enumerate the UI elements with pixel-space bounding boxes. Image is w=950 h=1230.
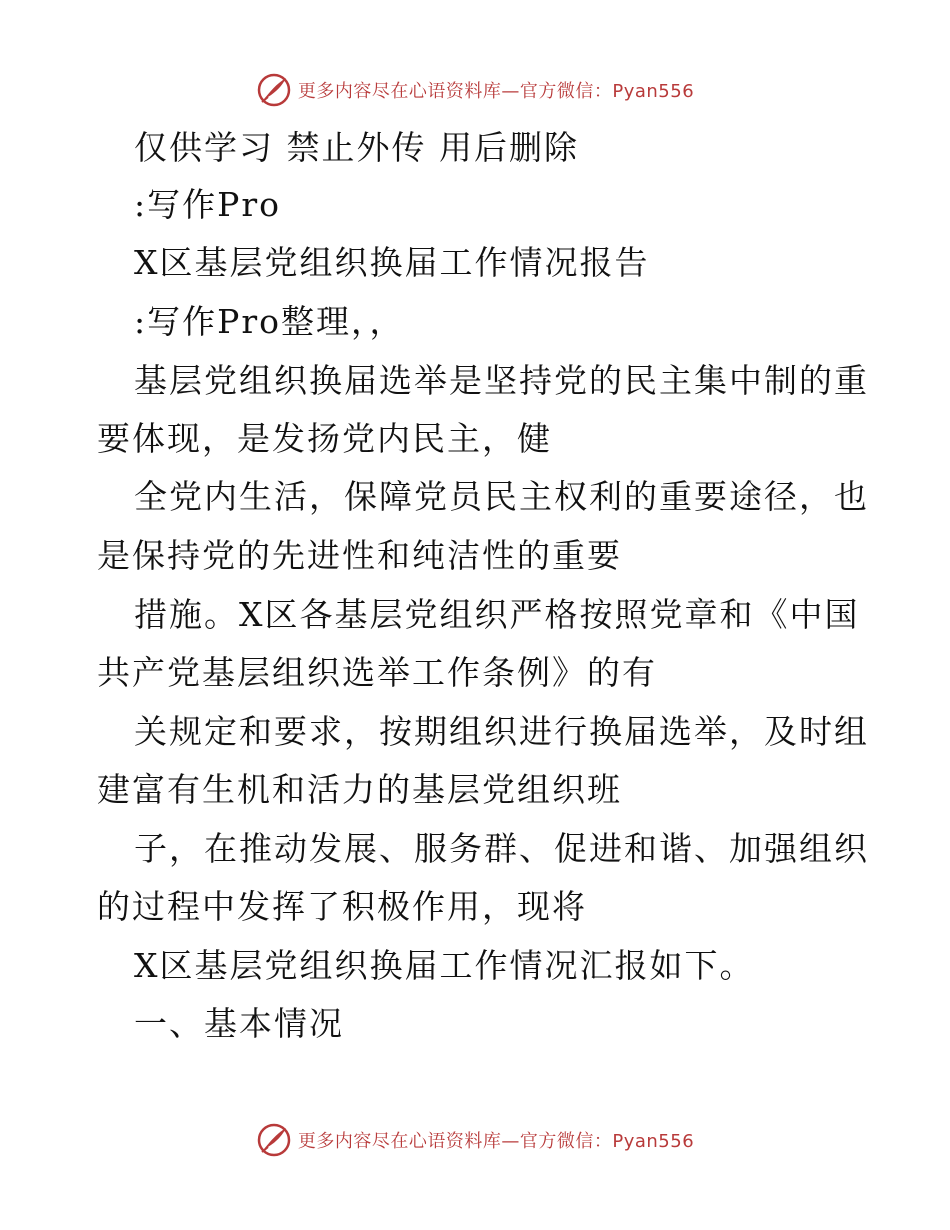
header-banner bbox=[0, 70, 950, 110]
source-line: :写作Pro bbox=[134, 185, 281, 224]
paragraph-line: 要体现，是发扬党内民主，健 bbox=[97, 419, 552, 458]
editor-line: :写作Pro整理，， bbox=[134, 302, 405, 341]
footer-banner bbox=[0, 1120, 950, 1160]
banner-text: 更多内容尽在心语资料库—官方微信：Pyan556 bbox=[297, 1131, 695, 1152]
paragraph-line: 子，在推动发展、服务群、促进和谐、加强组织 bbox=[134, 829, 869, 868]
paragraph-line: 全党内生活，保障党员民主权利的重要途径，也 bbox=[134, 477, 869, 516]
paragraph-line: X区基层党组织换届工作情况汇报如下。 bbox=[134, 946, 755, 985]
banner-text: 更多内容尽在心语资料库—官方微信：Pyan556 bbox=[297, 81, 695, 102]
paragraph-line: 关规定和要求，按期组织进行换届选举，及时组 bbox=[134, 712, 869, 751]
quill-pen-logo-icon bbox=[256, 72, 292, 108]
document-title: X区基层党组织换届工作情况报告 bbox=[134, 243, 650, 282]
paragraph-line: 共产党基层组织选举工作条例》的有 bbox=[97, 653, 657, 692]
paragraph-line: 是保持党的先进性和纯洁性的重要 bbox=[97, 536, 622, 575]
notice-line: 仅供学习 禁止外传 用后删除 bbox=[134, 128, 579, 167]
quill-pen-logo-icon bbox=[256, 1122, 292, 1158]
paragraph-line: 基层党组织换届选举是坚持党的民主集中制的重 bbox=[134, 361, 869, 400]
paragraph-line: 建富有生机和活力的基层党组织班 bbox=[97, 770, 622, 809]
paragraph-line: 措施。X区各基层党组织严格按照党章和《中国 bbox=[134, 595, 860, 634]
paragraph-line: 的过程中发挥了积极作用，现将 bbox=[97, 887, 587, 926]
section-heading: 一、基本情况 bbox=[134, 1004, 344, 1043]
